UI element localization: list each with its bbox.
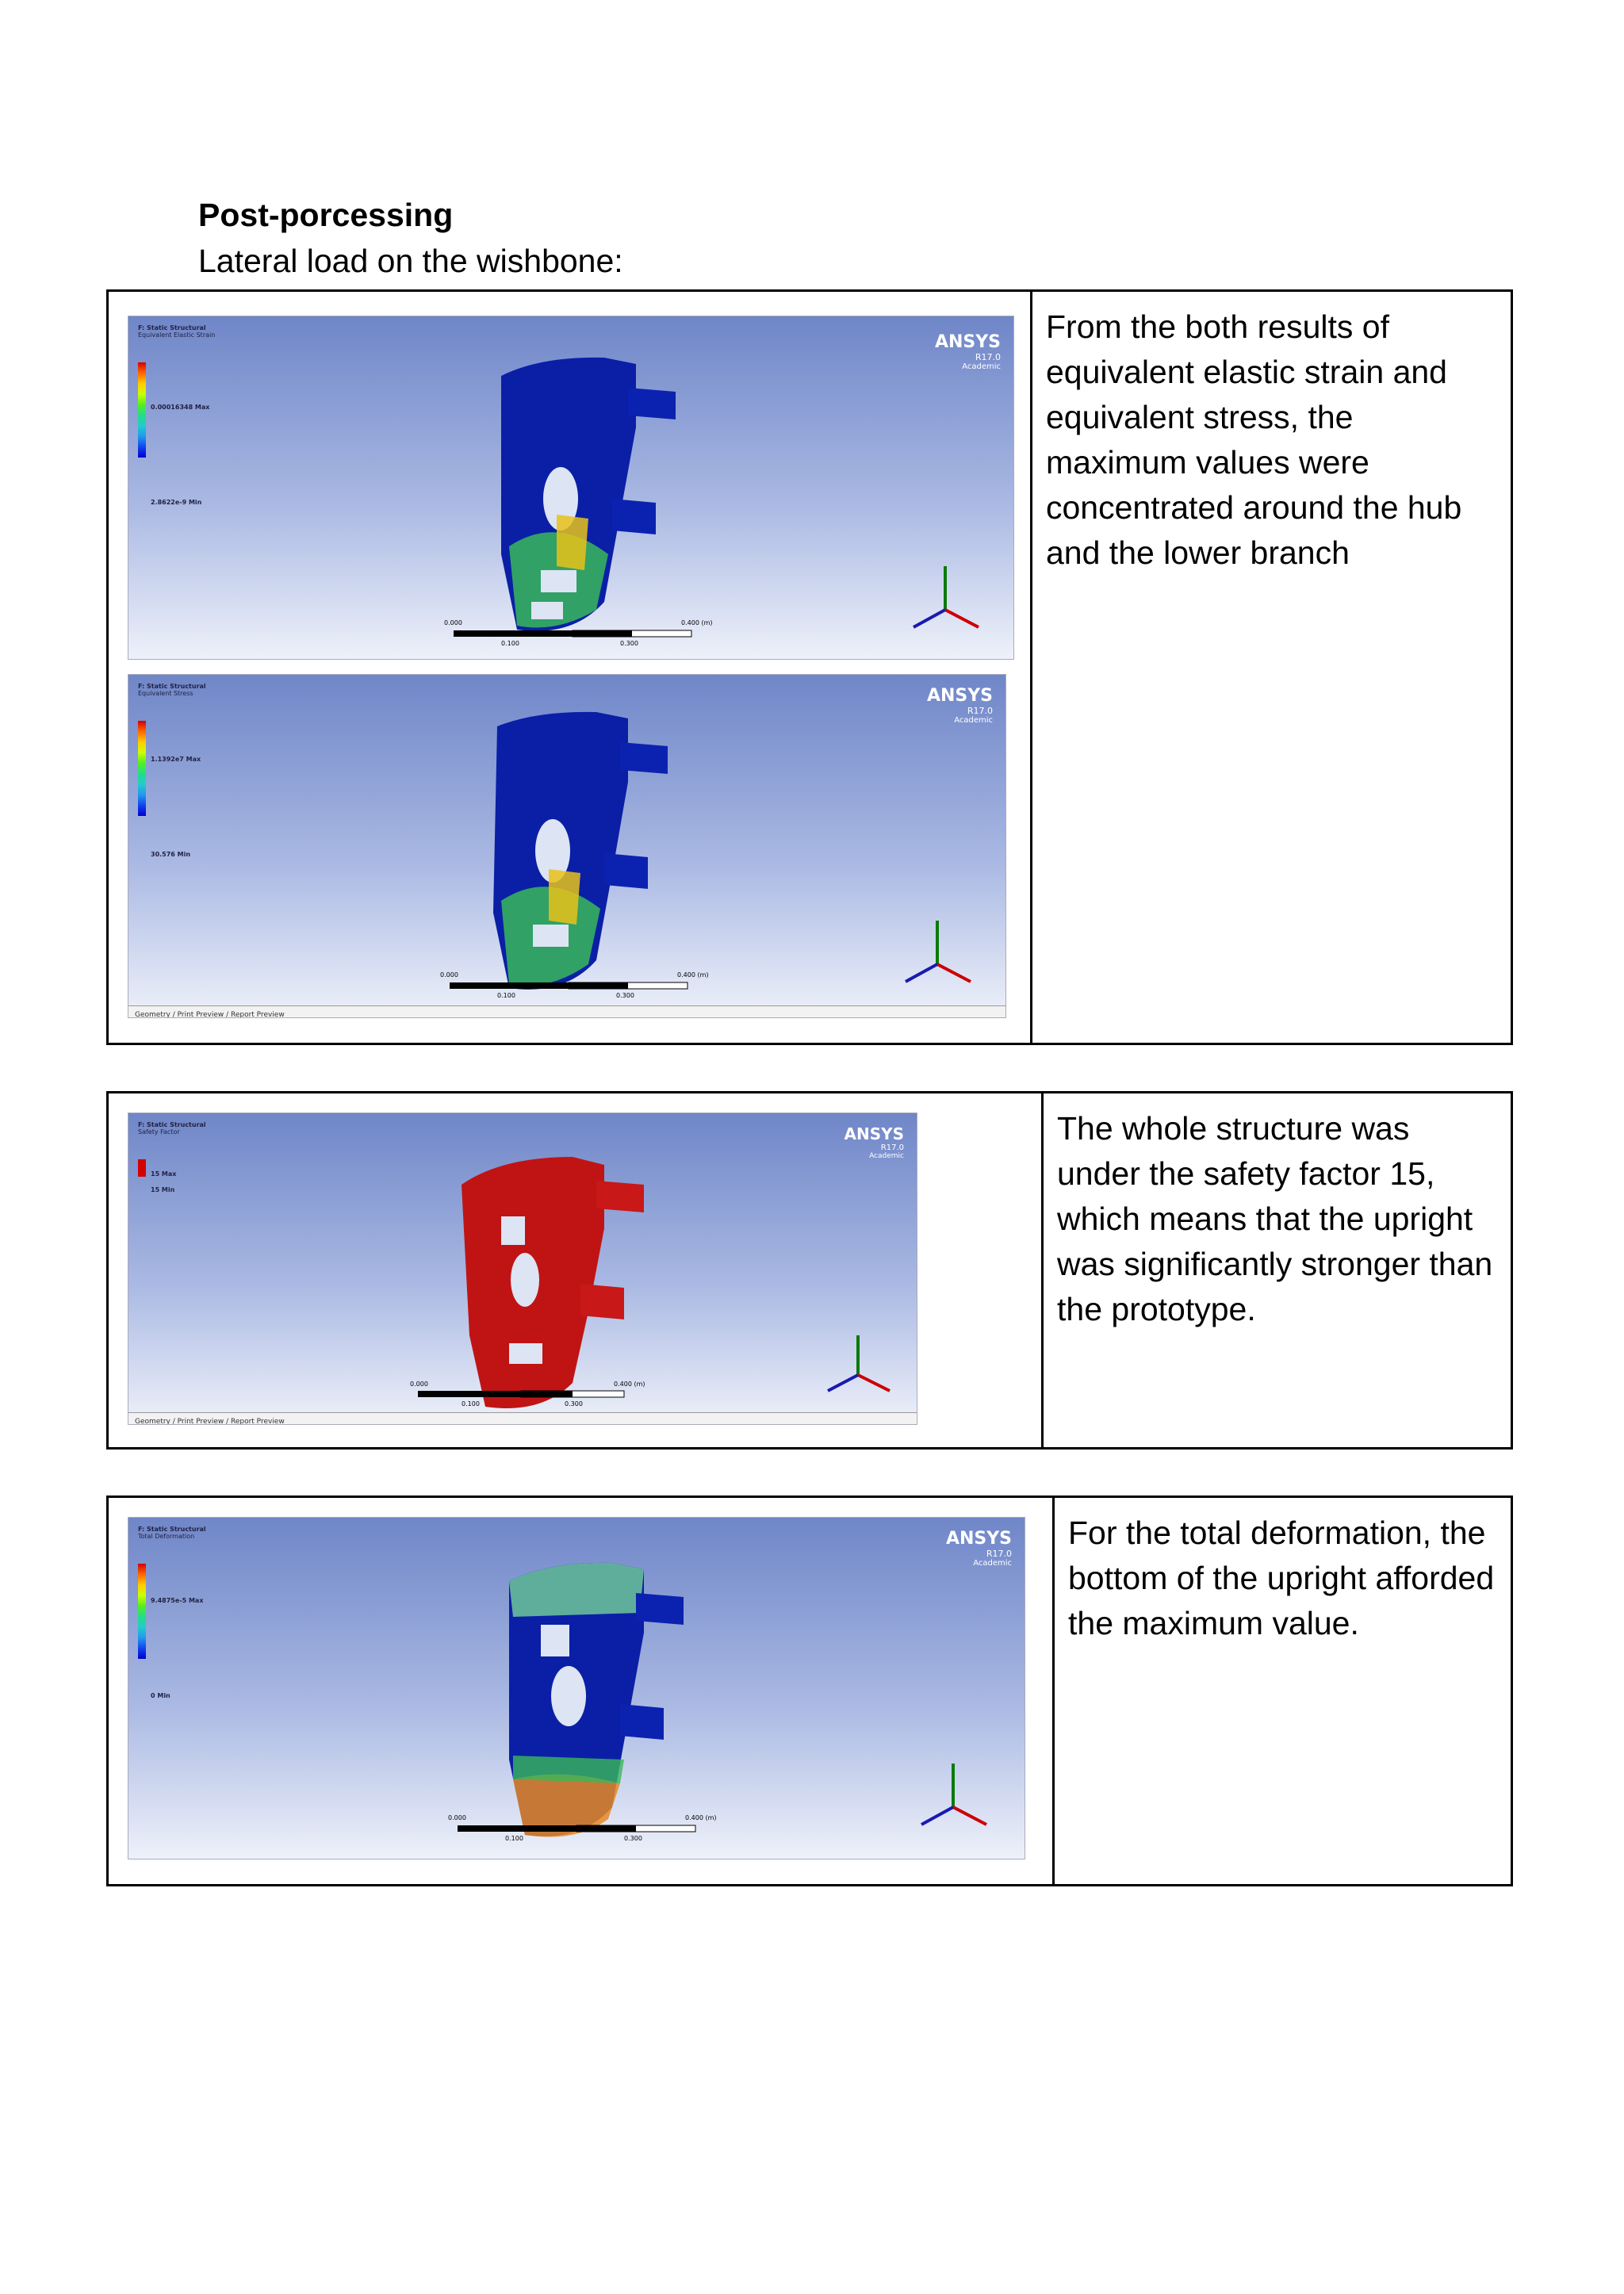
table-divider [1052,1498,1055,1884]
strain-model-view [128,316,1013,659]
scale-label-end: 0.400 (m) [677,971,709,978]
legend-max: 0.00016348 Max [151,404,210,411]
ansys-logo [935,332,1001,371]
legend-max: 15 Max [151,1170,177,1178]
axis-triad-icon [914,566,979,627]
legend-max: 1.1392e7 Max [151,756,201,763]
legend-title: F: Static Structural [138,1121,206,1128]
scale-label-quarter: 0.100 [462,1400,480,1407]
legend-colorbar [138,362,146,458]
section-subheading: Lateral load on the wishbone: [198,243,623,279]
legend-colorbar [138,1564,146,1659]
table-divider [1041,1093,1044,1447]
legend-subtitle: Equivalent Elastic Strain [138,331,216,339]
scale-label-start: 0.000 [448,1814,466,1821]
stress-screenshot [128,674,1006,1018]
row-3-text: For the total deformation, the bottom of the upright afforded the maximum value. [1068,1515,1495,1641]
scale-label-three-quarter: 0.300 [624,1835,642,1842]
ansys-brand: ANSYS [926,686,993,706]
ansys-edition: Academic [962,362,1001,371]
deformation-screenshot [128,1517,1025,1859]
ansys-version: R17.0 [986,1549,1012,1559]
ansys-edition: Academic [869,1152,904,1160]
upright-model [493,712,668,990]
scale-label-three-quarter: 0.300 [620,640,638,647]
upright-model [501,358,676,631]
view-tabs[interactable] [128,1005,1005,1017]
results-table-1 [106,289,1513,1045]
legend-min: 15 Min [151,1186,175,1193]
view-tabs[interactable] [128,1412,917,1424]
legend-colorbar [138,721,146,816]
legend-min: 2.8622e-9 Min [151,499,202,506]
axis-triad-icon [921,1764,986,1825]
ansys-logo [946,1529,1012,1568]
row-1-text: From the both results of equivalent elastic strain and equivalent stress, the maximum values were concentrated around the hub and the lower branch [1046,308,1462,571]
scale-label-end: 0.400 (m) [681,619,713,626]
scale-label-end: 0.400 (m) [685,1814,717,1821]
legend-max: 9.4875e-5 Max [151,1597,204,1604]
axis-triad-icon [828,1335,890,1391]
scale-label-quarter: 0.100 [505,1835,523,1842]
scale-label-quarter: 0.100 [501,640,519,647]
scale-bar [454,630,691,637]
axis-triad-icon [906,921,971,982]
deformation-model-view [128,1518,1025,1859]
view-tabs-label[interactable]: Geometry / Print Preview / Report Preview [135,1011,285,1018]
ansys-logo [844,1124,904,1160]
safety-model-view [128,1113,917,1424]
strain-screenshot [128,316,1014,660]
legend-block [138,1526,206,1699]
row-2-text: The whole structure was under the safety factor 15, which means that the upright was significantly stronger than the prototype. [1057,1110,1493,1327]
legend-subtitle: Equivalent Stress [138,690,193,697]
ansys-brand: ANSYS [934,332,1001,352]
section-heading: Post-porcessing [198,197,454,233]
legend-block [138,324,216,506]
upright-model [462,1157,644,1408]
ansys-logo [927,686,993,725]
legend-block [138,1121,206,1193]
results-table-2 [106,1091,1513,1450]
scale-label-start: 0.000 [444,619,462,626]
legend-title: F: Static Structural [138,324,206,331]
table-divider [1030,292,1032,1043]
legend-block [138,683,206,858]
legend-title: F: Static Structural [138,683,206,690]
ansys-edition: Academic [973,1559,1012,1568]
stress-model-view [128,675,1005,1017]
ansys-version: R17.0 [967,706,993,716]
safety-factor-screenshot [128,1113,917,1425]
scale-bar [450,982,688,989]
ansys-version: R17.0 [975,352,1001,362]
scale-bar [458,1825,695,1832]
legend-subtitle: Total Deformation [138,1533,195,1540]
upright-model [509,1563,684,1837]
ansys-brand: ANSYS [844,1124,904,1143]
scale-label-three-quarter: 0.300 [565,1400,583,1407]
legend-title: F: Static Structural [138,1526,206,1533]
scale-label-quarter: 0.100 [497,992,515,999]
scale-label-end: 0.400 (m) [614,1381,645,1388]
results-table-3 [106,1496,1513,1886]
view-tabs-label[interactable]: Geometry / Print Preview / Report Preview [135,1418,285,1425]
scale-bar [418,1391,624,1397]
legend-colorbar [138,1159,146,1177]
legend-min: 30.576 Min [151,851,191,858]
legend-min: 0 Min [151,1692,170,1699]
ansys-edition: Academic [954,716,993,725]
ansys-brand: ANSYS [945,1529,1012,1549]
scale-label-start: 0.000 [410,1381,428,1388]
scale-label-start: 0.000 [440,971,458,978]
ansys-version: R17.0 [880,1143,904,1152]
legend-subtitle: Safety Factor [138,1128,180,1136]
scale-label-three-quarter: 0.300 [616,992,634,999]
